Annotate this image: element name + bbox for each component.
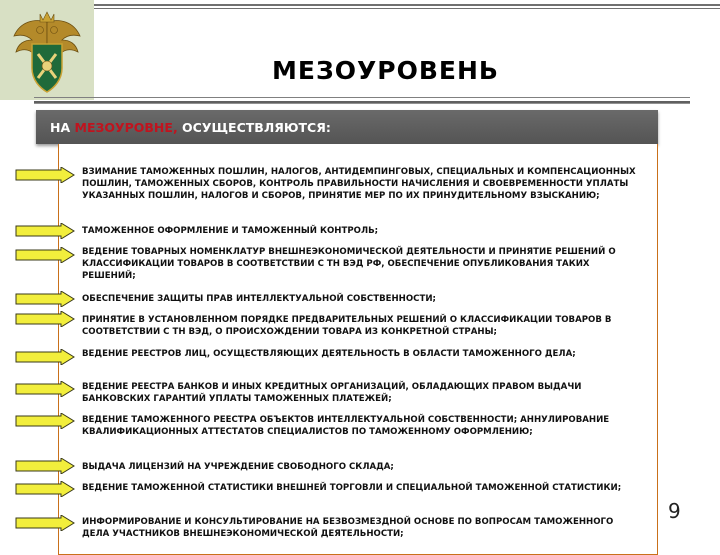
arrow-icon: [15, 515, 75, 531]
arrow-icon: [15, 349, 75, 365]
arrow-icon: [15, 381, 75, 397]
arrow-icon: [15, 167, 75, 183]
header-suffix: ОСУЩЕСТВЛЯЮТСЯ:: [177, 120, 331, 135]
title-divider-thin: [34, 103, 690, 104]
arrow-icon: [15, 481, 75, 497]
list-item: ТАМОЖЕННОЕ ОФОРМЛЕНИЕ И ТАМОЖЕННЫЙ КОНТРОЛЬ;: [82, 226, 379, 236]
header-accent: МЕЗОУРОВНЕ,: [74, 120, 178, 135]
arrow-icon: [15, 247, 75, 263]
list-item: ИНФОРМИРОВАНИЕ И КОНСУЛЬТИРОВАНИЕ НА БЕЗВОЗМЕЗДНОЙ ОСНОВЕ ПО ВОПРОСАМ ТАМОЖЕННОГО ДЕЛА УЧАСТНИКОВ ВНЕШНЕЭКОНОМИЧЕСКОЙ ДЕЯТЕЛЬНОСТИ;: [82, 517, 614, 539]
list-item: ПРИНЯТИЕ В УСТАНОВЛЕННОМ ПОРЯДКЕ ПРЕДВАРИТЕЛЬНЫХ РЕШЕНИЙ О КЛАССИФИКАЦИИ ТОВАРОВ В СООТВЕТСТВИИ С ТН ВЭД, О ПРОИСХОЖДЕНИИ ТОВАРА ИЗ КОНКРЕТНОЙ СТРАНЫ;: [82, 315, 612, 337]
list-item: ВЗИМАНИЕ ТАМОЖЕННЫХ ПОШЛИН, НАЛОГОВ, АНТИДЕМПИНГОВЫХ, СПЕЦИАЛЬНЫХ И КОМПЕНСАЦИОННЫХ ПОШЛИН, ТАМОЖЕННЫХ СБОРОВ, КОНТРОЛЬ ПРАВИЛЬНОСТИ НАЧИСЛЕНИЯ И СВОЕВРЕМЕННОСТИ УПЛАТЫ УКАЗАННЫХ ПОШЛИН, НАЛОГОВ И СБОРОВ, ПРИНЯТИЕ МЕР ПО ИХ ПРИНУДИТЕЛЬНОМУ ВЗЫСКАНИЮ;: [82, 167, 636, 201]
customs-emblem-icon: [10, 8, 84, 96]
arrow-icon: [15, 291, 75, 307]
list-item: ОБЕСПЕЧЕНИЕ ЗАЩИТЫ ПРАВ ИНТЕЛЛЕКТУАЛЬНОЙ СОБСТВЕННОСТИ;: [82, 294, 436, 304]
arrow-icon: [15, 223, 75, 239]
section-header-text: [50, 120, 331, 135]
page-number: 9: [668, 499, 681, 523]
header-prefix: НА: [50, 120, 75, 135]
list-item: ВЕДЕНИЕ ТАМОЖЕННОЙ СТАТИСТИКИ ВНЕШНЕЙ ТОРГОВЛИ И СПЕЦИАЛЬНОЙ ТАМОЖЕННОЙ СТАТИСТИКИ;: [82, 483, 622, 493]
list-item: ВЕДЕНИЕ ТОВАРНЫХ НОМЕНКЛАТУР ВНЕШНЕЭКОНОМИЧЕСКОЙ ДЕЯТЕЛЬНОСТИ И ПРИНЯТИЕ РЕШЕНИЙ О КЛАССИФИКАЦИИ ТОВАРОВ В СООТВЕТСТВИИ С ТН ВЭД РФ, ОБЕСПЕЧЕНИЕ ОПУБЛИКОВАНИЯ ТАКИХ РЕШЕНИЙ;: [82, 247, 616, 281]
arrow-icon: [15, 458, 75, 474]
list-item: ВЕДЕНИЕ РЕЕСТРОВ ЛИЦ, ОСУЩЕСТВЛЯЮЩИХ ДЕЯТЕЛЬНОСТЬ В ОБЛАСТИ ТАМОЖЕННОГО ДЕЛА;: [82, 349, 576, 359]
list-item: ВЫДАЧА ЛИЦЕНЗИЙ НА УЧРЕЖДЕНИЕ СВОБОДНОГО СКЛАДА;: [82, 462, 394, 472]
list-item: ВЕДЕНИЕ РЕЕСТРА БАНКОВ И ИНЫХ КРЕДИТНЫХ ОРГАНИЗАЦИЙ, ОБЛАДАЮЩИХ ПРАВОМ ВЫДАЧИ БАНКОВСКИХ ГАРАНТИЙ УПЛАТЫ ТАМОЖЕННЫХ ПЛАТЕЖЕЙ;: [82, 382, 582, 404]
list-item: ВЕДЕНИЕ ТАМОЖЕННОГО РЕЕСТРА ОБЪЕКТОВ ИНТЕЛЛЕКТУАЛЬНОЙ СОБСТВЕННОСТИ; АННУЛИРОВАНИЕ КВАЛИФИКАЦИОННЫХ АТТЕСТАТОВ СПЕЦИАЛИСТОВ ПО ТАМОЖЕННОМУ ОФОРМЛЕНИЮ;: [82, 415, 610, 437]
page-title: МЕЗОУРОВЕНЬ: [272, 56, 499, 85]
section-header-bar: [36, 110, 658, 144]
arrow-icon: [15, 311, 75, 327]
arrow-icon: [15, 413, 75, 429]
top-border-line: [94, 4, 720, 9]
